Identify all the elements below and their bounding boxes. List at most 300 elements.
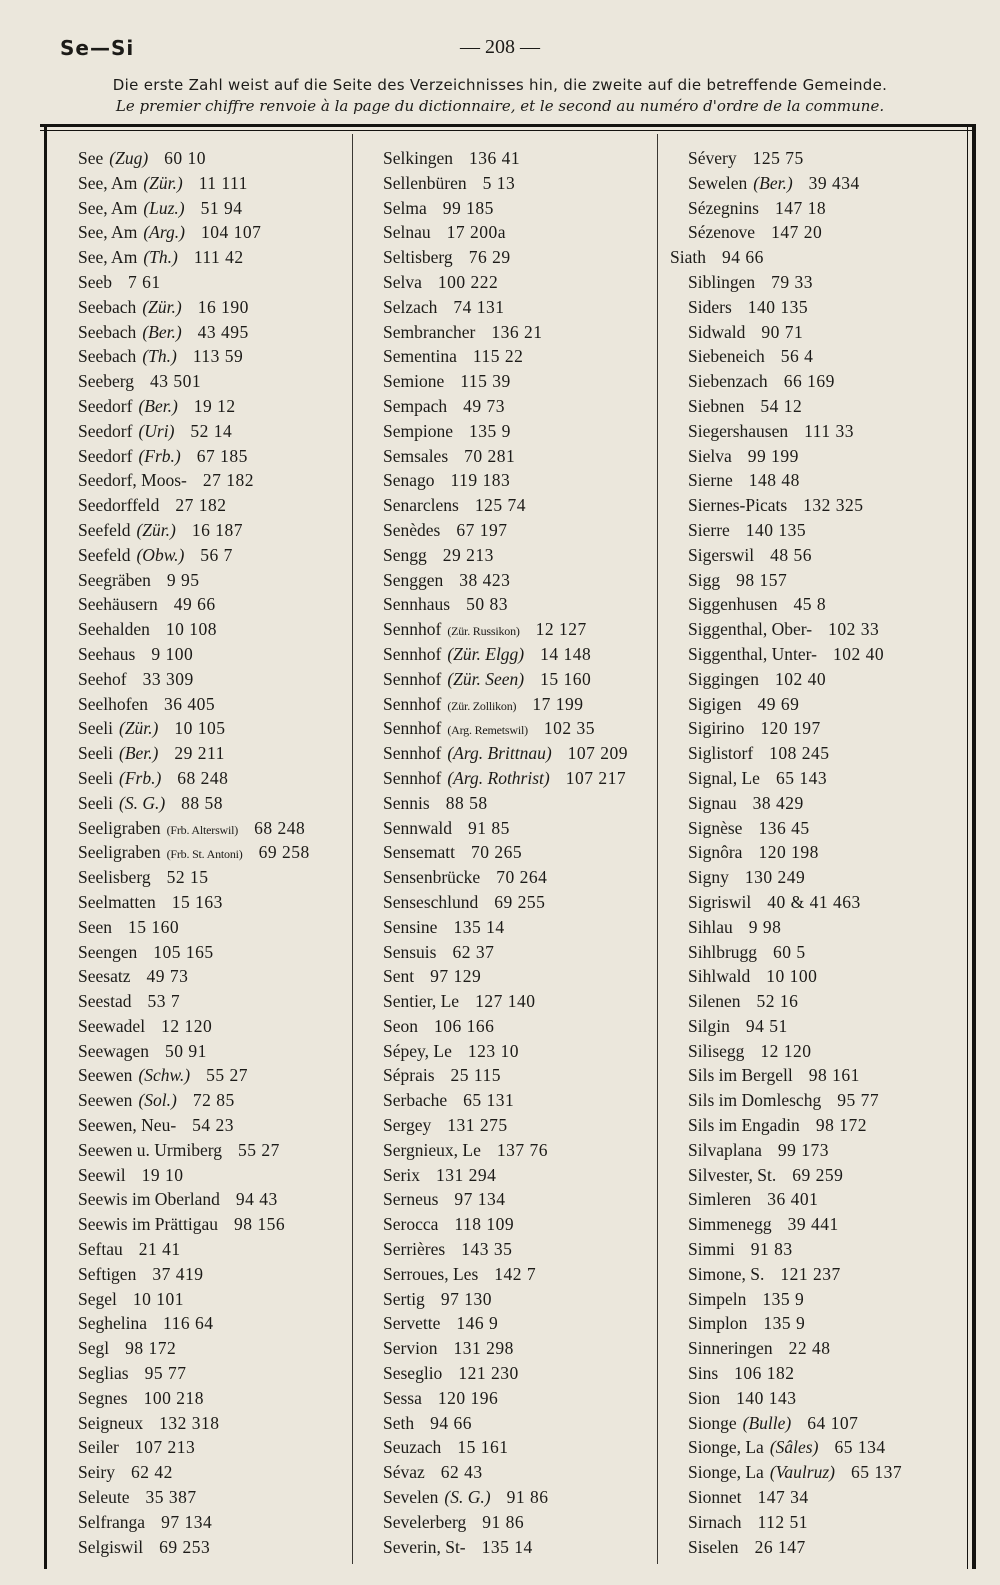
frame-rule-top — [40, 124, 976, 127]
page-and-commune-number: 120 198 — [758, 842, 819, 863]
column-divider — [657, 134, 658, 1564]
index-entry — [688, 1163, 902, 1188]
place-name: Siebnen — [688, 395, 745, 416]
page-and-commune-number: 69 258 — [258, 842, 310, 863]
page-and-commune-number: 56 7 — [200, 544, 233, 565]
index-entry — [688, 791, 902, 816]
page-and-commune-number: 48 56 — [770, 544, 812, 565]
canton-qualifier: (Frb. Alterswil) — [166, 822, 239, 837]
index-entry — [383, 1460, 628, 1485]
index-entry — [78, 1262, 310, 1287]
page-and-commune-number: 79 33 — [771, 271, 813, 292]
place-name: Sevelen — [383, 1487, 439, 1508]
index-entry — [78, 1088, 310, 1113]
page-and-commune-number: 127 140 — [475, 991, 536, 1012]
page-and-commune-number: 132 318 — [159, 1412, 220, 1433]
place-name: Serneus — [383, 1189, 439, 1210]
place-name: Severin, St- — [383, 1536, 466, 1557]
place-name: See, Am — [78, 222, 138, 243]
index-entry — [78, 320, 310, 345]
place-name: See, Am — [78, 172, 138, 193]
canton-qualifier: (Ber.) — [753, 172, 793, 193]
index-entry — [78, 989, 310, 1014]
page-and-commune-number: 50 83 — [466, 594, 508, 615]
place-name: Seebach — [78, 296, 137, 317]
index-entry — [688, 840, 902, 865]
section-range: Se—Si — [60, 36, 135, 60]
place-name: Senarclens — [383, 495, 459, 516]
page-and-commune-number: 90 71 — [761, 321, 804, 342]
place-name: Signèse — [688, 817, 743, 838]
index-entry — [688, 642, 902, 667]
page-and-commune-number: 40 & 41 463 — [767, 891, 861, 912]
index-entry — [688, 1311, 902, 1336]
index-entry — [78, 865, 310, 890]
index-entry — [383, 344, 628, 369]
index-entry — [383, 1163, 628, 1188]
page-and-commune-number: 111 42 — [193, 247, 244, 268]
place-name: Sennhof — [383, 693, 442, 714]
page-and-commune-number: 94 43 — [235, 1189, 278, 1210]
place-name: Seeligraben — [78, 842, 161, 863]
page-and-commune-number: 60 5 — [773, 941, 806, 962]
index-entry — [688, 320, 902, 345]
page-and-commune-number: 94 66 — [430, 1412, 472, 1433]
page-number: — 208 — — [460, 36, 540, 58]
page-and-commune-number: 15 161 — [457, 1437, 509, 1458]
place-name: Siebeneich — [688, 346, 765, 367]
place-name: Sévaz — [383, 1462, 425, 1483]
page-and-commune-number: 27 182 — [202, 470, 254, 491]
place-name: Sementina — [383, 346, 457, 367]
column-divider — [352, 134, 353, 1564]
place-name: Sewelen — [688, 172, 748, 193]
page-and-commune-number: 52 16 — [756, 991, 799, 1012]
index-entry — [383, 592, 628, 617]
place-name: Seegräben — [78, 569, 151, 590]
place-name: Silenen — [688, 991, 741, 1012]
place-name: Seleute — [78, 1487, 130, 1508]
index-column-2 — [383, 146, 628, 1559]
page-and-commune-number: 132 325 — [803, 495, 864, 516]
canton-qualifier: (Ber.) — [138, 395, 178, 416]
place-name: Sennhaus — [383, 594, 451, 615]
index-entry — [383, 1435, 628, 1460]
place-name: Sennhof — [383, 718, 442, 739]
index-entry — [383, 543, 628, 568]
page-and-commune-number: 9 100 — [151, 643, 194, 664]
page-and-commune-number: 65 143 — [775, 767, 828, 788]
page-and-commune-number: 15 160 — [540, 668, 592, 689]
index-entry — [688, 196, 902, 221]
index-entry — [383, 1510, 628, 1535]
place-name: Selnau — [383, 222, 431, 243]
index-entry — [78, 1212, 310, 1237]
index-entry — [383, 692, 628, 717]
place-name: Sent — [383, 966, 415, 987]
index-entry — [383, 419, 628, 444]
place-name: Siselen — [688, 1536, 739, 1557]
page-and-commune-number: 100 222 — [437, 271, 499, 292]
place-name: Sennhof — [383, 743, 442, 764]
index-entry — [78, 171, 310, 196]
page-and-commune-number: 66 169 — [783, 371, 835, 392]
page-and-commune-number: 135 9 — [469, 420, 511, 441]
index-entry — [383, 1014, 628, 1039]
page-and-commune-number: 131 298 — [453, 1338, 514, 1359]
canton-qualifier: (Schw.) — [138, 1065, 191, 1086]
place-name: Seewen u. Urmiberg — [78, 1139, 223, 1160]
place-name: Sionge, La — [688, 1437, 764, 1458]
page-and-commune-number: 116 64 — [163, 1313, 214, 1334]
page-and-commune-number: 60 10 — [164, 148, 207, 168]
page-and-commune-number: 123 10 — [467, 1040, 519, 1061]
place-name: Sennhof — [383, 643, 442, 664]
index-entry — [688, 766, 902, 791]
index-entry — [383, 220, 628, 245]
page-and-commune-number: 121 230 — [458, 1363, 519, 1384]
place-name: Seedorffeld — [78, 495, 160, 516]
place-name: Seghelina — [78, 1313, 148, 1334]
page-and-commune-number: 121 237 — [780, 1263, 841, 1284]
canton-qualifier: (Sol.) — [138, 1090, 177, 1111]
canton-qualifier: (S. G.) — [444, 1487, 491, 1508]
place-name: Sézegnins — [688, 197, 759, 218]
page-and-commune-number: 115 22 — [472, 346, 524, 367]
index-entry — [383, 146, 628, 171]
place-name: Sensenbrücke — [383, 867, 481, 888]
index-entry — [688, 220, 902, 245]
index-entry — [78, 394, 310, 419]
page-and-commune-number: 119 183 — [450, 470, 511, 491]
index-entry — [78, 1039, 310, 1064]
index-entry — [383, 1063, 628, 1088]
page-and-commune-number: 70 265 — [470, 842, 523, 863]
index-entry — [688, 592, 902, 617]
index-entry — [383, 444, 628, 469]
canton-qualifier: (Obw.) — [136, 544, 185, 565]
place-name: Siath — [670, 247, 706, 268]
page-and-commune-number: 136 21 — [491, 321, 543, 342]
page-and-commune-number: 99 185 — [442, 197, 494, 218]
index-entry — [78, 1113, 310, 1138]
index-entry — [383, 270, 628, 295]
index-entry — [78, 518, 310, 543]
index-entry — [78, 1063, 310, 1088]
index-entry — [688, 568, 902, 593]
index-entry — [383, 642, 628, 667]
place-name: Sielva — [688, 445, 732, 466]
index-entry — [688, 394, 902, 419]
page-and-commune-number: 69 259 — [792, 1164, 844, 1185]
canton-qualifier: (Zür.) — [142, 296, 182, 317]
page-and-commune-number: 65 134 — [834, 1437, 886, 1458]
index-entry — [78, 1386, 310, 1411]
place-name: Senseschlund — [383, 891, 479, 912]
index-entry — [78, 1535, 310, 1560]
index-entry — [383, 1039, 628, 1064]
page-and-commune-number: 136 41 — [469, 148, 521, 168]
place-name: Sierne — [688, 470, 733, 491]
index-entry — [688, 344, 902, 369]
page-and-commune-number: 12 120 — [161, 1015, 213, 1036]
index-entry — [383, 1187, 628, 1212]
index-entry — [383, 1113, 628, 1138]
index-entry — [383, 667, 628, 692]
canton-qualifier: (Arg. Remetswil) — [447, 723, 528, 738]
place-name: Selva — [383, 271, 422, 292]
page-and-commune-number: 68 248 — [254, 817, 306, 838]
place-name: Seedorf — [78, 420, 133, 441]
page-and-commune-number: 9 98 — [748, 916, 782, 937]
place-name: Sigg — [688, 569, 721, 590]
index-entry — [78, 1485, 310, 1510]
index-entry — [383, 617, 628, 642]
index-entry — [383, 1485, 628, 1510]
index-entry — [78, 369, 310, 394]
page-and-commune-number: 140 135 — [747, 296, 809, 317]
canton-qualifier: (Zür. Elgg) — [447, 643, 525, 664]
index-entry — [78, 1163, 310, 1188]
index-entry — [78, 1411, 310, 1436]
index-entry — [688, 915, 902, 940]
page-and-commune-number: 147 34 — [757, 1487, 809, 1508]
place-name: Seewen, Neu- — [78, 1115, 177, 1136]
page-and-commune-number: 91 85 — [468, 817, 510, 838]
place-name: Sevelerberg — [383, 1511, 467, 1532]
page-and-commune-number: 33 309 — [142, 668, 194, 689]
place-name: Sépey, Le — [383, 1040, 452, 1061]
index-entry — [383, 1361, 628, 1386]
index-entry — [688, 444, 902, 469]
canton-qualifier: (Zug) — [109, 148, 149, 168]
place-name: Siggenhusen — [688, 594, 778, 615]
place-name: Sils im Domleschg — [688, 1090, 822, 1111]
index-entry — [78, 915, 310, 940]
index-entry — [688, 989, 902, 1014]
page-and-commune-number: 135 14 — [453, 916, 505, 937]
place-name: Seelmatten — [78, 891, 156, 912]
place-name: Sennhof — [383, 668, 442, 689]
place-name: Simmi — [688, 1239, 735, 1260]
place-name: Servion — [383, 1338, 438, 1359]
place-name: Sensematt — [383, 842, 455, 863]
page-and-commune-number: 5 13 — [482, 172, 516, 193]
place-name: Siders — [688, 296, 732, 317]
page-and-commune-number: 99 199 — [747, 445, 799, 466]
place-name: Sempach — [383, 395, 448, 416]
index-entry — [670, 245, 902, 270]
page-and-commune-number: 35 387 — [145, 1487, 197, 1508]
index-entry — [383, 394, 628, 419]
page-and-commune-number: 112 51 — [757, 1511, 808, 1532]
place-name: Sigerswil — [688, 544, 755, 565]
page-and-commune-number: 98 172 — [125, 1338, 177, 1359]
place-name: Siggingen — [688, 668, 759, 689]
page-and-commune-number: 94 51 — [745, 1015, 788, 1036]
page-and-commune-number: 97 129 — [430, 966, 482, 987]
index-entry — [78, 1187, 310, 1212]
place-name: Sensuis — [383, 941, 437, 962]
index-entry — [688, 1361, 902, 1386]
index-entry — [78, 840, 310, 865]
page-and-commune-number: 36 401 — [767, 1189, 819, 1210]
page-and-commune-number: 115 39 — [460, 371, 511, 392]
place-name: Signy — [688, 867, 729, 888]
place-name: Seiler — [78, 1437, 119, 1458]
index-entry — [688, 816, 902, 841]
index-entry — [383, 1262, 628, 1287]
page-and-commune-number: 99 173 — [777, 1139, 829, 1160]
place-name: Sidwald — [688, 321, 746, 342]
place-name: Sils im Bergell — [688, 1065, 793, 1086]
index-entry — [78, 940, 310, 965]
index-entry — [78, 692, 310, 717]
index-entry — [78, 493, 310, 518]
index-entry — [688, 741, 902, 766]
page-and-commune-number: 125 75 — [752, 148, 804, 168]
canton-qualifier: (Ber.) — [119, 743, 159, 764]
index-entry — [78, 1510, 310, 1535]
place-name: Sigigen — [688, 693, 742, 714]
page-and-commune-number: 102 35 — [543, 718, 596, 739]
canton-qualifier: (Uri) — [138, 420, 175, 441]
page-and-commune-number: 130 249 — [744, 867, 806, 888]
index-entry — [78, 890, 310, 915]
place-name: Seehaus — [78, 643, 136, 664]
canton-qualifier: (Bulle) — [742, 1412, 792, 1433]
place-name: Seeli — [78, 743, 113, 764]
place-name: Serocca — [383, 1214, 439, 1235]
place-name: Seedorf — [78, 395, 133, 416]
page-and-commune-number: 10 100 — [766, 966, 818, 987]
place-name: Seeli — [78, 718, 113, 739]
page-and-commune-number: 135 14 — [481, 1536, 533, 1557]
page-and-commune-number: 125 74 — [474, 495, 526, 516]
place-name: Serbache — [383, 1090, 448, 1111]
page-and-commune-number: 10 108 — [165, 619, 218, 640]
page-and-commune-number: 54 23 — [192, 1115, 235, 1136]
index-entry — [688, 1535, 902, 1560]
canton-qualifier: (Zür.) — [143, 172, 183, 193]
index-entry — [688, 716, 902, 741]
page-and-commune-number: 64 107 — [807, 1412, 859, 1433]
place-name: Selkingen — [383, 148, 453, 168]
page-and-commune-number: 140 143 — [736, 1387, 797, 1408]
index-entry — [78, 964, 310, 989]
index-entry — [688, 1336, 902, 1361]
page-and-commune-number: 27 182 — [175, 495, 227, 516]
page-and-commune-number: 72 85 — [192, 1090, 235, 1111]
page-and-commune-number: 7 61 — [128, 271, 161, 292]
index-entry — [383, 989, 628, 1014]
index-entry — [688, 865, 902, 890]
place-name: Seehalden — [78, 619, 150, 640]
page-and-commune-number: 94 66 — [721, 247, 764, 268]
canton-qualifier: (Sâles) — [769, 1437, 819, 1458]
page-and-commune-number: 107 213 — [134, 1437, 196, 1458]
place-name: Sennwald — [383, 817, 453, 838]
place-name: Seiry — [78, 1462, 115, 1483]
index-entry — [688, 1510, 902, 1535]
page-and-commune-number: 97 134 — [161, 1511, 213, 1532]
index-entry — [688, 146, 902, 171]
index-entry — [688, 518, 902, 543]
place-name: Seewis im Prättigau — [78, 1214, 218, 1235]
place-name: Seehof — [78, 668, 127, 689]
index-entry — [688, 1237, 902, 1262]
place-name: Sionge — [688, 1412, 737, 1433]
running-head — [60, 36, 940, 64]
index-entry — [78, 1014, 310, 1039]
place-name: Seeli — [78, 767, 113, 788]
place-name: Sihlbrugg — [688, 941, 758, 962]
place-name: Sempione — [383, 420, 453, 441]
place-name: Segnes — [78, 1387, 128, 1408]
index-entry — [688, 1386, 902, 1411]
page-and-commune-number: 88 58 — [181, 792, 224, 813]
place-name: Sentier, Le — [383, 991, 460, 1012]
place-name: Simmenegg — [688, 1214, 772, 1235]
page-and-commune-number: 65 131 — [463, 1090, 515, 1111]
place-name: Seeli — [78, 792, 113, 813]
place-name: Senago — [383, 470, 435, 491]
place-name: Seefeld — [78, 544, 131, 565]
index-entry — [78, 816, 310, 841]
page-and-commune-number: 38 429 — [752, 792, 804, 813]
page-and-commune-number: 107 217 — [565, 767, 627, 788]
page-and-commune-number: 135 9 — [762, 1288, 805, 1309]
page-and-commune-number: 95 77 — [144, 1363, 187, 1384]
frame-rule-left — [44, 124, 47, 1569]
place-name: Selgiswil — [78, 1536, 144, 1557]
page-and-commune-number: 76 29 — [468, 247, 511, 268]
index-entry — [688, 890, 902, 915]
place-name: Siebenzach — [688, 371, 768, 392]
place-name: Seewil — [78, 1164, 126, 1185]
page-and-commune-number: 120 197 — [760, 718, 821, 739]
page-and-commune-number: 143 35 — [461, 1239, 513, 1260]
index-entry — [383, 1237, 628, 1262]
index-entry — [383, 1212, 628, 1237]
index-entry — [78, 1435, 310, 1460]
index-entry — [688, 468, 902, 493]
frame-rule-right-inner — [967, 124, 968, 1569]
index-entry — [78, 1311, 310, 1336]
index-entry — [688, 1212, 902, 1237]
place-name: Sennis — [383, 792, 430, 813]
page-and-commune-number: 120 196 — [437, 1387, 499, 1408]
place-name: See, Am — [78, 247, 138, 268]
index-entry — [383, 915, 628, 940]
page-and-commune-number: 142 7 — [494, 1263, 537, 1284]
page-and-commune-number: 29 213 — [442, 544, 494, 565]
index-entry — [78, 642, 310, 667]
index-entry — [383, 196, 628, 221]
place-name: Seestad — [78, 991, 132, 1012]
page-and-commune-number: 19 10 — [141, 1164, 184, 1185]
page-and-commune-number: 95 77 — [837, 1090, 880, 1111]
place-name: Seefeld — [78, 519, 131, 540]
index-entry — [688, 171, 902, 196]
index-entry — [383, 940, 628, 965]
place-name: Seseglio — [383, 1363, 443, 1384]
page-and-commune-number: 45 8 — [793, 594, 827, 615]
place-name: Sionge, La — [688, 1462, 764, 1483]
place-name: Seewen — [78, 1090, 133, 1111]
page-and-commune-number: 22 48 — [788, 1338, 831, 1359]
index-entry — [383, 1088, 628, 1113]
